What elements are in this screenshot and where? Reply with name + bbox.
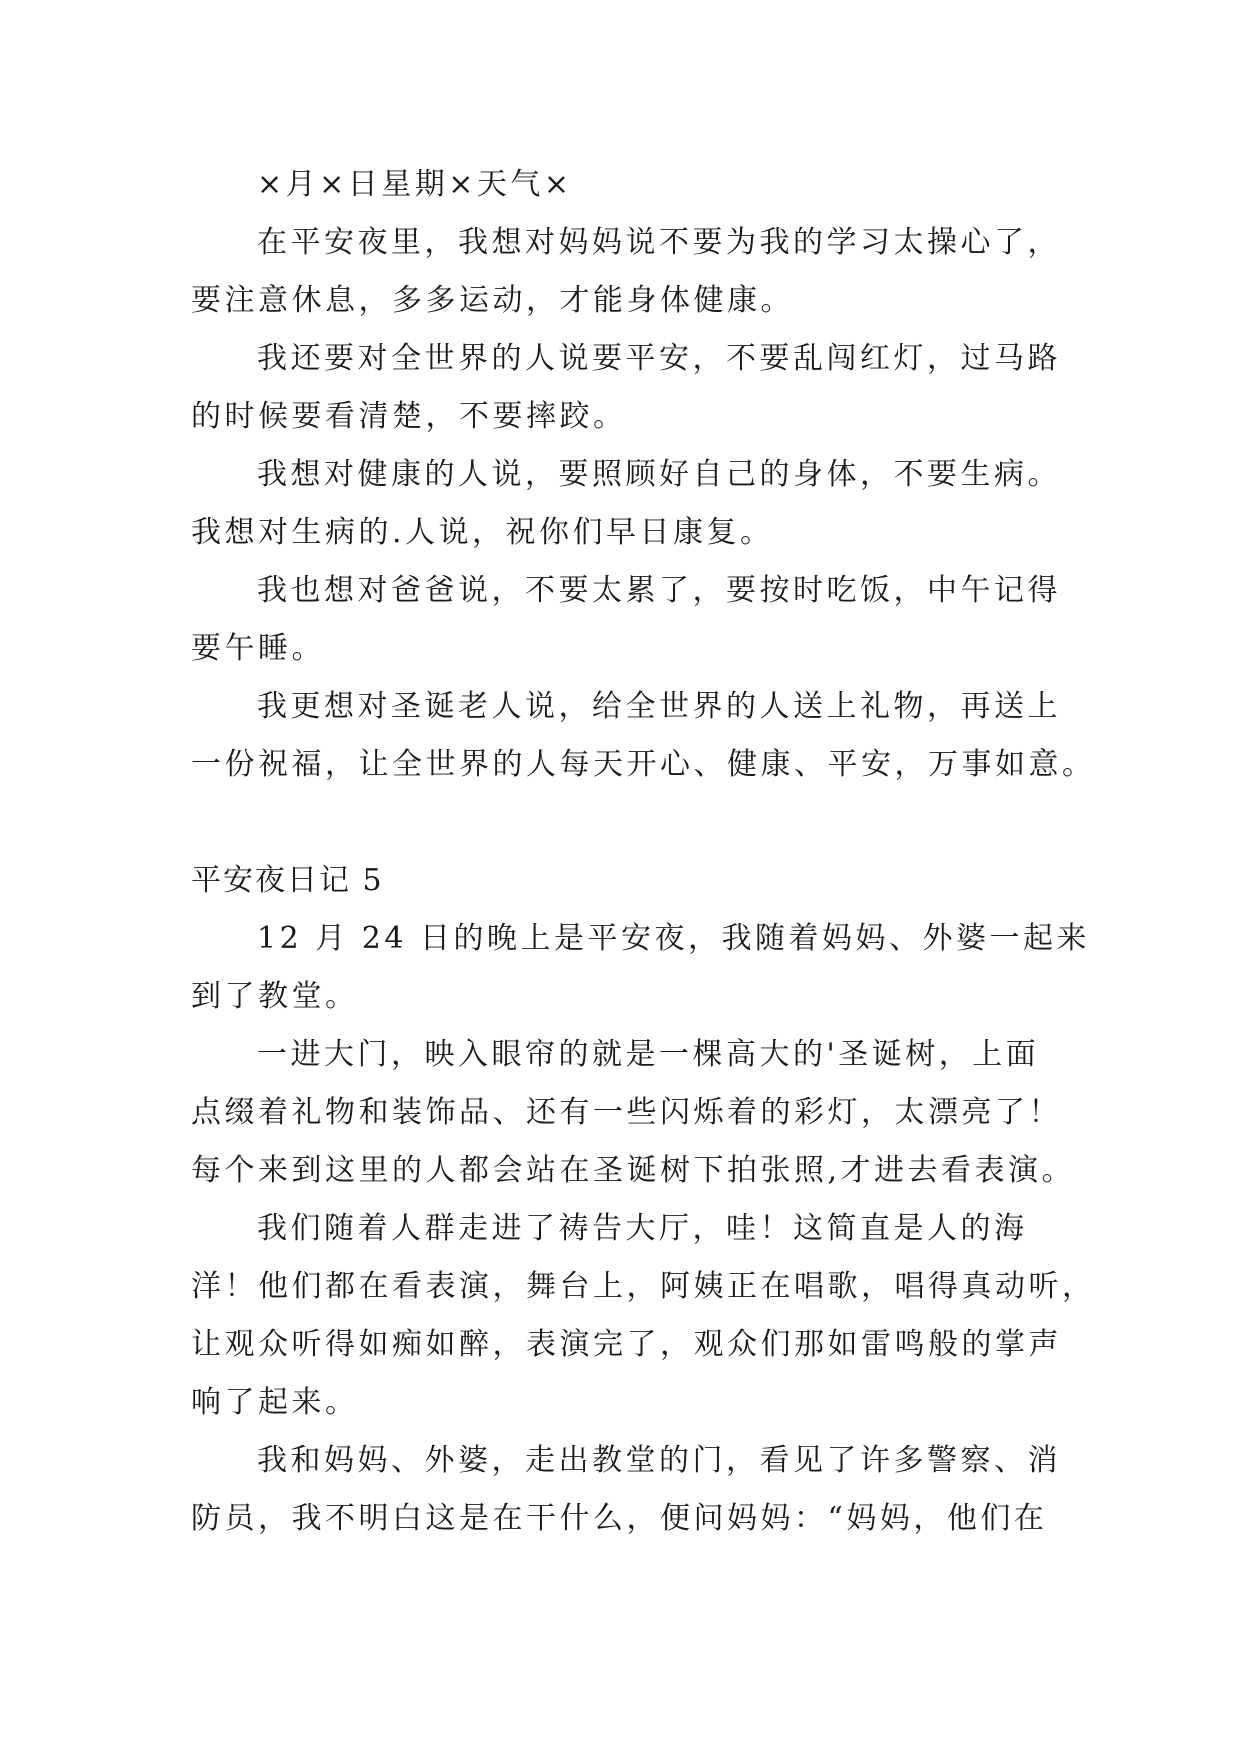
paragraph (191, 1432, 1061, 1548)
paragraph (191, 1200, 1096, 1432)
paragraph-line: 我想对生病的.人说，祝你们早日康复。 (191, 515, 774, 550)
paragraph-line: 一进大门，映入眼帘的就是一棵高大的'圣诞树，上面 (257, 1037, 1040, 1072)
paragraph-line: 到了教堂。 (191, 979, 359, 1014)
section-gap (191, 794, 1051, 852)
paragraph-line: 我和妈妈、外婆，走出教堂的门，看见了许多警察、消 (257, 1443, 1061, 1478)
paragraph-line: 防员，我不明白这是在干什么，便问妈妈：“妈妈，他们在 (191, 1501, 1048, 1536)
paragraph-line: 我还要对全世界的人说要平安，不要乱闯红灯，过马路 (257, 341, 1061, 376)
paragraph (191, 910, 1090, 1026)
paragraph-line: 洋！他们都在看表演，舞台上，阿姨正在唱歌，唱得真动听， (191, 1269, 1096, 1304)
paragraph (191, 1026, 1076, 1200)
paragraph (191, 214, 1061, 330)
paragraph-line: 要午睡。 (191, 631, 325, 666)
paragraph-line: 一份祝福，让全世界的人每天开心、健康、平安，万事如意。 (191, 747, 1096, 782)
section-heading: 平安夜日记 5 (191, 863, 384, 898)
paragraph (191, 446, 1061, 562)
paragraph-line: 我们随着人群走进了祷告大厅，哇！这简直是人的海 (257, 1211, 1028, 1246)
paragraph (191, 330, 1061, 446)
paragraph-line: 我更想对圣诞老人说，给全世界的人送上礼物，再送上 (257, 689, 1061, 724)
paragraph (191, 678, 1096, 794)
date-line: ×月×日星期×天气× (257, 167, 573, 202)
document-body (191, 156, 1096, 1548)
paragraph-line: 响了起来。 (191, 1385, 359, 1420)
paragraph-line: 要注意休息，多多运动，才能身体健康。 (191, 283, 794, 318)
paragraph (191, 562, 1061, 678)
paragraph-line: 我也想对爸爸说，不要太累了，要按时吃饭，中午记得 (257, 573, 1061, 608)
paragraph-line: 12 月 24 日的晚上是平安夜，我随着妈妈、外婆一起来 (257, 921, 1090, 956)
paragraph-line: 的时候要看清楚，不要摔跤。 (191, 399, 627, 434)
paragraph-line: 在平安夜里，我想对妈妈说不要为我的学习太操心了， (257, 225, 1061, 260)
paragraph-line: 我想对健康的人说，要照顾好自己的身体，不要生病。 (257, 457, 1061, 492)
paragraph-line: 点缀着礼物和装饰品、还有一些闪烁着的彩灯，太漂亮了！ (191, 1095, 1062, 1130)
paragraph-line: 每个来到这里的人都会站在圣诞树下拍张照,才进去看表演。 (191, 1153, 1076, 1188)
paragraph-line: 让观众听得如痴如醉，表演完了，观众们那如雷鸣般的掌声 (191, 1327, 1062, 1362)
